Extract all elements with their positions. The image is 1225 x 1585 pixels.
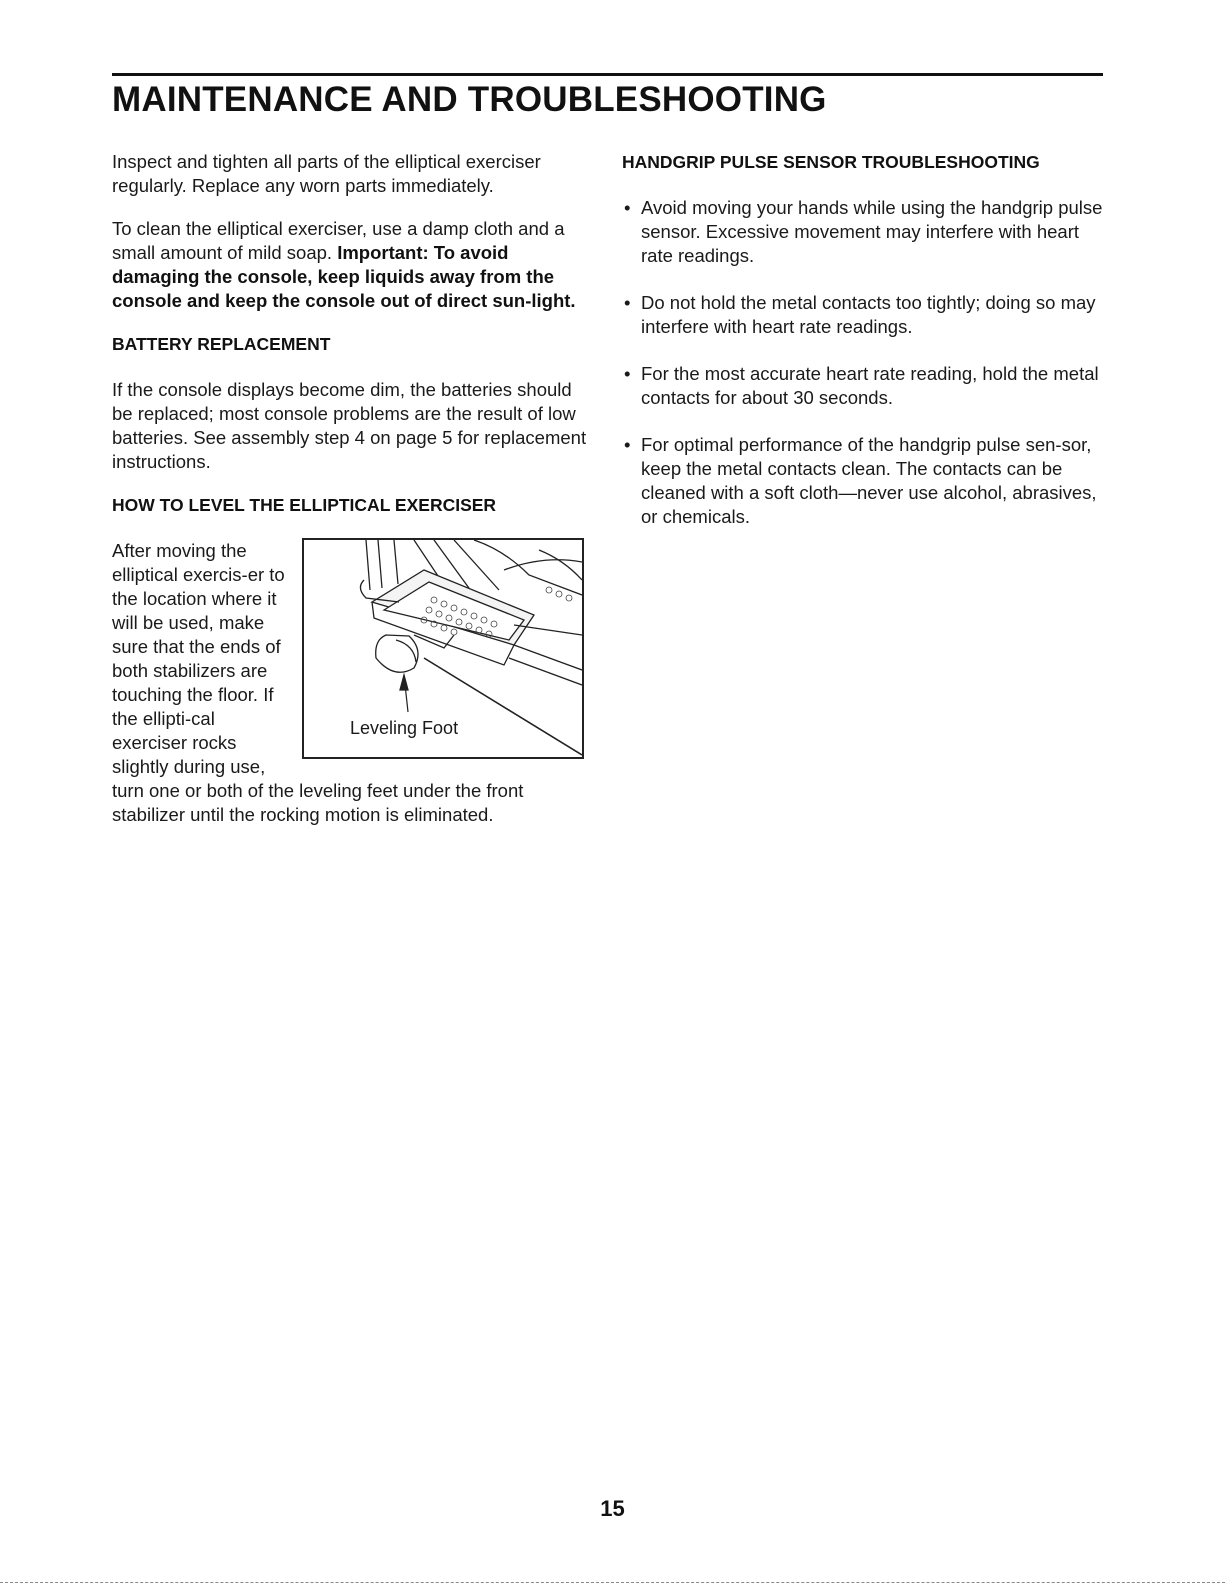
intro-paragraph: Inspect and tighten all parts of the elliptical exerciser regularly. Replace any worn parts immediately. [112,151,541,196]
bullet-text: Avoid moving your hands while using the handgrip pulse sensor. Excessive movement may interfere with heart rate readings. [641,197,1103,266]
page-title: MAINTENANCE AND TROUBLESHOOTING [112,80,827,119]
list-item [622,433,1104,529]
level-section [112,539,590,827]
figure-label: Leveling Foot [350,718,459,738]
list-item [622,362,1104,410]
level-heading: HOW TO LEVEL THE ELLIPTICAL EXERCISER [112,495,497,515]
cleaning-paragraph [112,217,590,313]
bullet-icon: • [624,197,631,218]
left-column [112,150,590,827]
level-paragraph: After moving the elliptical exercis-er to the location where it will be used, make sure that the ends of both stabilizers are touching the floor. If the ellipti-cal exerciser rocks slightly during use, turn one or both of the leveling feet under the front stabilizer until the rocking motion is eliminated. [112,540,524,825]
bullet-icon: • [624,292,631,313]
right-column [622,150,1104,552]
cleaning-warning: Important: To avoid damaging the console, keep liquids away from the console and keep the console out of direct sun-light. [112,242,576,311]
bullet-icon: • [624,434,631,455]
list-item [622,196,1104,268]
page-number: 15 [600,1496,625,1521]
list-item [622,291,1104,339]
bullet-icon: • [624,363,631,384]
battery-paragraph: If the console displays become dim, the batteries should be replaced; most console problems are the result of low batteries. See assembly step 4 on page 5 for replacement instructions. [112,379,587,472]
cleaning-text: To clean the elliptical exerciser, use a damp cloth and a small amount of mild soap. [112,218,565,263]
pulse-sensor-heading: HANDGRIP PULSE SENSOR TROUBLESHOOTING [622,152,1040,172]
bullet-text: For the most accurate heart rate reading, hold the metal contacts for about 30 seconds. [641,363,1099,408]
page-edge-divider [0,1582,1225,1584]
battery-heading: BATTERY REPLACEMENT [112,334,331,354]
title-rule [112,73,1103,76]
bullet-text: Do not hold the metal contacts too tightly; doing so may interfere with heart rate readings. [641,292,1096,337]
bullet-text: For optimal performance of the handgrip pulse sen-sor, keep the metal contacts clean. The contacts can be cleaned with a soft cloth—never use alcohol, abrasives, or chemicals. [641,434,1097,527]
leveling-foot-figure [302,538,584,759]
